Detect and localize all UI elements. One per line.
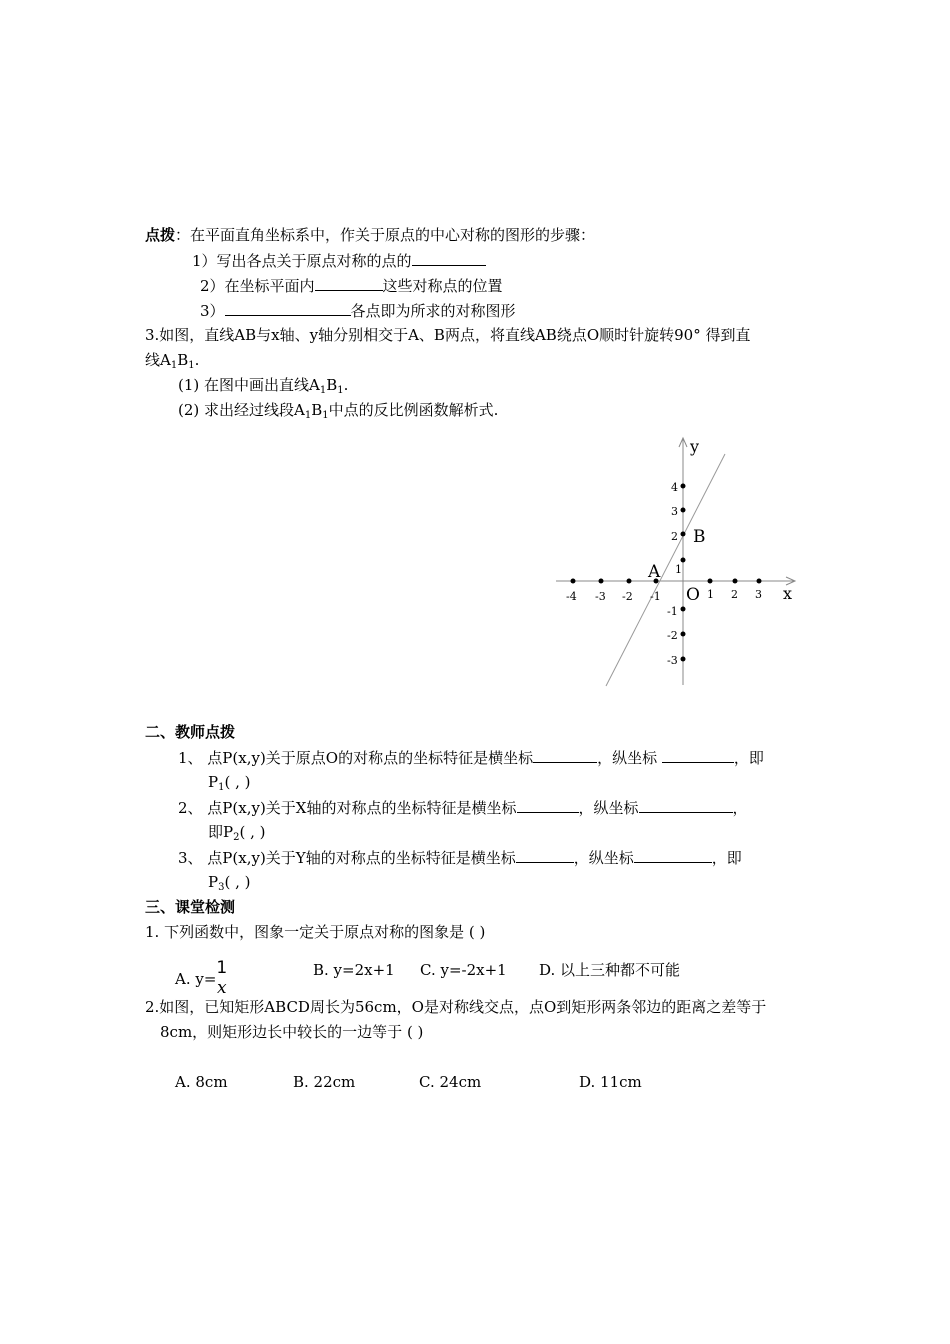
item-3-text-c: ，即 [711, 849, 742, 867]
q3-task-1-pre: (1) 在图中画出直线A [178, 376, 320, 394]
item-1-coords: ( , ) [224, 773, 251, 791]
blank[interactable] [639, 797, 733, 813]
tick-dot [571, 579, 576, 584]
tips-step-3-text-b: 各点即为所求的对称图形 [350, 302, 516, 320]
tick-dot [681, 558, 686, 563]
y-tick-label: 4 [671, 481, 678, 494]
q3-line-2-pre: 线A [145, 351, 171, 369]
y-tick-label: -1 [667, 605, 678, 618]
s3-question-2-line-1: 2.如图，已知矩形ABCD周长为56cm，O是对称线交点，点O到矩形两条邻边的距离之差等于 [145, 998, 767, 1016]
q3-task-2-pre: (2) 求出经过线段A [178, 401, 305, 419]
item-2-coords: ( , ) [239, 823, 266, 841]
item-1-text-c: ，即 [733, 749, 764, 767]
blank[interactable] [516, 847, 574, 863]
fraction-denominator: x [217, 978, 227, 998]
y-tick-label: 3 [671, 505, 678, 518]
subscript: 1 [337, 385, 344, 396]
y-tick-label: -3 [667, 654, 678, 667]
q3-task-2 [178, 400, 498, 420]
q3-task-1 [178, 375, 348, 395]
item-3-p: P [208, 873, 219, 891]
blank[interactable] [634, 847, 712, 863]
q3-line-1: 3.如图，直线AB与x轴、y轴分别相交于A、B两点，将直线AB绕点O顺时针旋转90° 得到直 [145, 326, 751, 344]
item-2-text-a: 2、 点P(x,y)关于X轴的对称点的坐标特征是横坐标 [178, 799, 517, 817]
section-2-item-1-cont [208, 772, 250, 792]
option-a [175, 960, 227, 1000]
option-b: B. 22cm [293, 1073, 356, 1091]
y-tick-label: 2 [671, 530, 678, 543]
subscript: 1 [188, 360, 195, 371]
x-tick-label: 3 [755, 588, 762, 601]
line-ab [606, 454, 725, 686]
q3-task-2-post: 中点的反比例函数解析式. [328, 401, 499, 419]
subscript: 3 [218, 882, 225, 893]
tips-intro: ：在平面直角坐标系中，作关于原点的中心对称的图形的步骤： [175, 226, 596, 244]
item-2-p: 即P [208, 823, 234, 841]
item-3-text-a: 3、 点P(x,y)关于Y轴的对称点的坐标特征是横坐标 [178, 849, 516, 867]
option-c: C. y=-2x+1 [420, 961, 507, 979]
tick-dot [599, 579, 604, 584]
subscript: 2 [233, 832, 240, 843]
item-2-text-b: ，纵坐标 [578, 799, 639, 817]
point-b-label: B [693, 527, 706, 547]
subscript: 1 [170, 360, 178, 371]
section-2-item-3 [178, 847, 742, 868]
tips-intro-line [145, 225, 595, 245]
s3-question-1: 1. 下列函数中，图象一定关于原点对称的图象是 ( ) [145, 923, 486, 941]
tick-dot [681, 508, 686, 513]
tick-dot [681, 657, 686, 662]
item-2-text-c: ， [732, 799, 748, 817]
coordinate-graph [540, 430, 820, 695]
fraction-numerator: 1 [216, 958, 228, 978]
blank[interactable] [662, 747, 734, 763]
fraction [216, 958, 227, 998]
origin-label: O [686, 585, 700, 605]
tick-dot [681, 632, 686, 637]
item-3-text-b: ，纵坐标 [573, 849, 634, 867]
tips-step-1-text: 1）写出各点关于原点对称的点的 [192, 252, 412, 270]
q3-line-2-post: . [194, 351, 200, 369]
subscript: 1 [304, 410, 312, 421]
option-c: C. 24cm [419, 1073, 482, 1091]
tick-dot [627, 579, 632, 584]
tips-step-2-text-a: 2）在坐标平面内 [200, 277, 315, 295]
tips-step-2-text-b: 这些对称点的位置 [382, 277, 503, 295]
blank[interactable] [533, 747, 597, 763]
tips-step-3 [200, 300, 516, 321]
option-a-text: A. y= [175, 970, 217, 988]
item-1-p: P [208, 773, 219, 791]
subscript: 1 [218, 782, 225, 793]
x-tick-label: -3 [595, 590, 606, 603]
x-tick-label: -1 [650, 590, 661, 603]
tick-dot [757, 579, 762, 584]
item-1-text-b: ，纵坐标 [597, 749, 662, 767]
q3-line-2-mid: B [177, 351, 189, 369]
subscript: 1 [319, 385, 327, 396]
q3-line-2 [145, 350, 199, 370]
s3-question-2-line-2: 8cm，则矩形边长中较长的一边等于 ( ) [160, 1023, 424, 1041]
option-d: D. 11cm [579, 1073, 642, 1091]
section-2-title: 二、教师点拨 [145, 723, 236, 741]
tips-step-3-text-a: 3） [200, 302, 225, 320]
section-2-item-3-cont [208, 872, 250, 892]
tick-dot [733, 579, 738, 584]
option-d: D. 以上三种都不可能 [539, 961, 681, 979]
option-b: B. y=2x+1 [313, 961, 395, 979]
blank[interactable] [315, 275, 383, 291]
q3-task-2-mid: B [311, 401, 323, 419]
tips-step-2 [200, 275, 503, 296]
tick-dot [681, 607, 686, 612]
blank[interactable] [412, 250, 486, 266]
point-a-label: A [648, 562, 661, 582]
section-2-item-2-cont [208, 822, 265, 842]
section-2-item-1 [178, 747, 764, 768]
item-1-text-a: 1、 点P(x,y)关于原点O的对称点的坐标特征是横坐标 [178, 749, 534, 767]
tips-step-1 [192, 250, 486, 271]
x-tick-label: 1 [707, 588, 714, 601]
y-tick-label: 1 [675, 563, 682, 576]
q3-task-1-mid: B [326, 376, 338, 394]
x-tick-label: 2 [731, 588, 738, 601]
q3-task-1-post: . [343, 376, 349, 394]
option-a: A. 8cm [175, 1073, 228, 1091]
item-3-coords: ( , ) [224, 873, 251, 891]
tips-label: 点拨 [145, 226, 176, 244]
blank[interactable] [517, 797, 579, 813]
x-tick-label: -4 [566, 590, 577, 603]
section-2-item-2 [178, 797, 748, 818]
y-axis-label: y [690, 437, 700, 456]
tick-dot [708, 579, 713, 584]
subscript: 1 [322, 410, 329, 421]
blank[interactable] [225, 300, 351, 316]
section-3-title: 三、课堂检测 [145, 898, 236, 916]
y-tick-label: -2 [667, 629, 678, 642]
tick-dot [681, 484, 686, 489]
x-axis-label: x [783, 584, 793, 603]
x-tick-label: -2 [622, 590, 633, 603]
tick-dot [681, 532, 686, 537]
